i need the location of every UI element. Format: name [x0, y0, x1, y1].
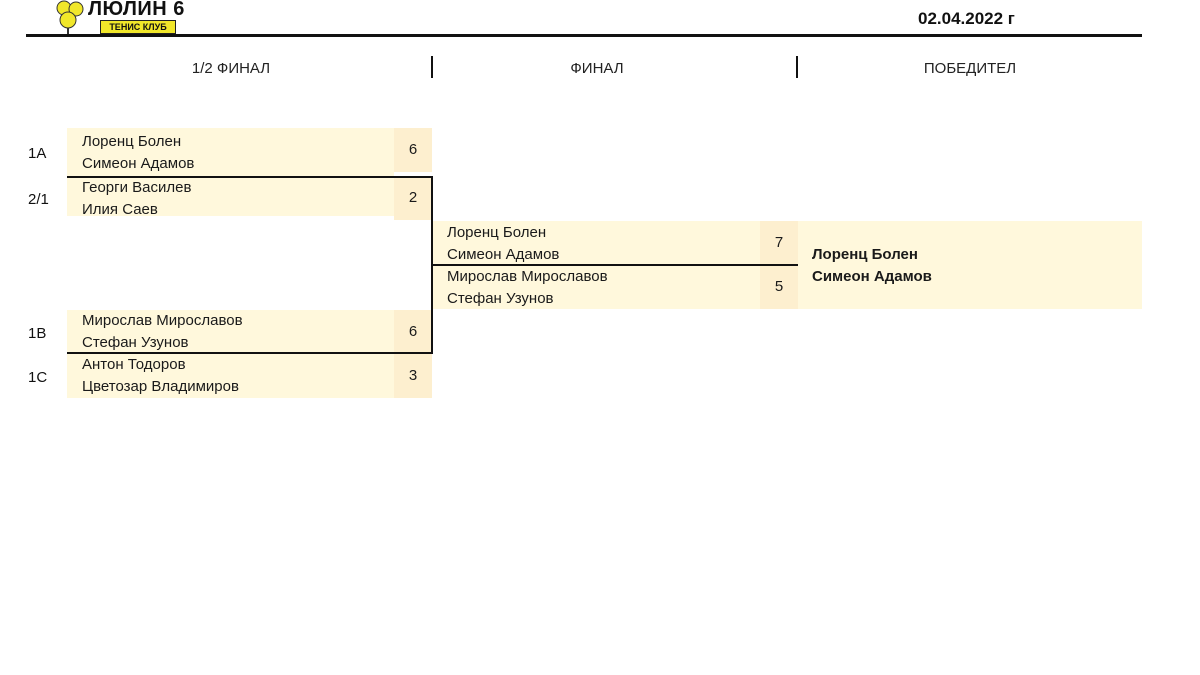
score-cell: 5 — [760, 265, 798, 309]
player-name: Цветозар Владимиров — [82, 378, 239, 395]
player-name: Георги Василев — [82, 179, 192, 196]
player-name: Симеон Адамов — [447, 246, 560, 263]
seed-label: 1С — [28, 369, 48, 386]
player-name: Илия Саев — [82, 201, 158, 218]
player-name: Мирослав Мирославов — [82, 312, 243, 329]
round-header-semifinal: 1/2 ФИНАЛ — [191, 60, 271, 77]
player-name: Лоренц Болен — [82, 133, 182, 150]
logo-subtitle: ТЕНИС КЛУБ — [100, 20, 176, 34]
round-header-winner: ПОБЕДИТЕЛ — [923, 60, 1017, 77]
player-name: Мирослав Мирославов — [447, 268, 608, 285]
seed-label: 1В — [28, 325, 47, 342]
tennis-balls-icon — [52, 0, 92, 36]
seed-label: 1А — [28, 145, 47, 162]
player-name: Симеон Адамов — [82, 155, 195, 172]
winner-name: Симеон Адамов — [812, 268, 932, 285]
score-cell: 6 — [394, 310, 432, 354]
score-cell: 2 — [394, 176, 432, 220]
player-name: Антон Тодоров — [82, 356, 186, 373]
club-logo — [52, 0, 202, 36]
player-name: Стефан Узунов — [447, 290, 554, 307]
logo-title: ЛЮЛИН 6 — [88, 0, 185, 20]
header-divider — [26, 34, 1142, 37]
player-name: Стефан Узунов — [82, 334, 189, 351]
event-date: 02.04.2022 г — [918, 9, 1015, 28]
player-name: Лоренц Болен — [447, 224, 547, 241]
winner-name: Лоренц Болен — [812, 246, 918, 263]
round-header-final: ФИНАЛ — [570, 60, 624, 77]
score-cell: 7 — [760, 221, 798, 265]
score-cell: 3 — [394, 354, 432, 398]
score-cell: 6 — [394, 128, 432, 172]
seed-label: 2/1 — [28, 191, 49, 208]
